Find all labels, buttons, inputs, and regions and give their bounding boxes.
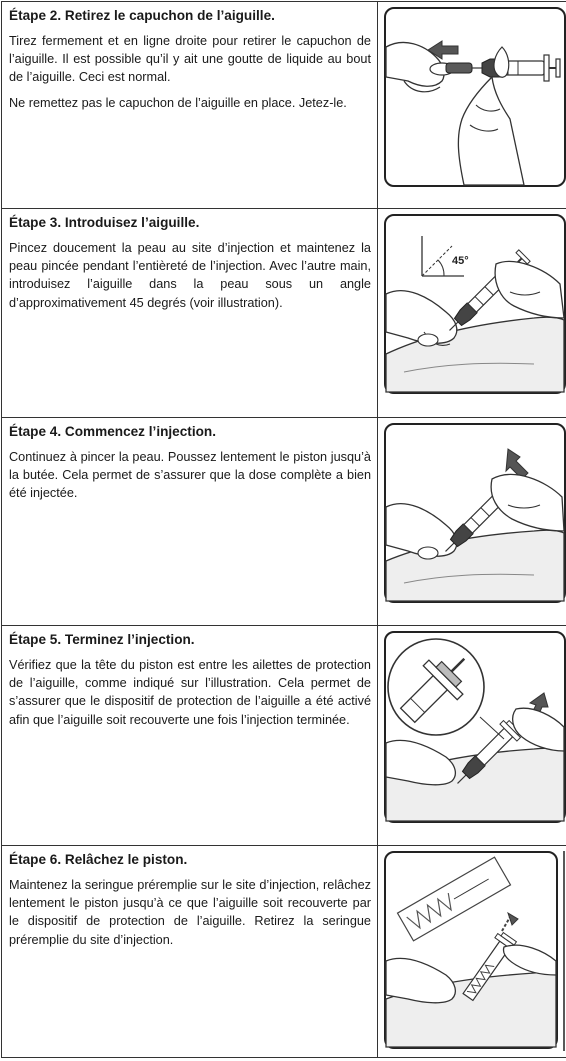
step-text-cell [2,2,378,209]
step-text-cell [2,418,378,626]
step-row [2,2,566,209]
remove-needle-cap-illustration [384,7,566,187]
start-injection-illustration [384,423,566,603]
step-illustration-cell [378,2,566,209]
step-row [2,418,566,626]
step-title: Étape 4. Commencez l’injection. [9,424,216,439]
step-illustration-cell [378,846,566,1058]
release-plunger-illustration [384,851,566,1051]
step-title: Étape 6. Relâchez le piston. [9,852,188,867]
insert-needle-illustration [384,214,566,394]
step-paragraph: Vérifiez que la tête du piston est entre les ailettes de protection de l’aiguille, comme indiqué sur l’illustration. Cela permet de s’assurer que le dispositif de protection de l’aiguille a été activé afin que l’aiguille soit recouverte une fois l’injection terminée. [9,658,371,727]
step-illustration-cell [378,209,566,418]
step-title: Étape 2. Retirez le capuchon de l’aiguille. [9,8,275,23]
step-illustration-cell [378,418,566,626]
step-row [2,209,566,418]
step-title: Étape 3. Introduisez l’aiguille. [9,215,200,230]
step-text-cell [2,209,378,418]
step-paragraph: Continuez à pincer la peau. Poussez lentement le piston jusqu’à la butée. Cela permet de s’assurer que la dose complète a bien été injectée. [9,450,371,501]
step-paragraph: Ne remettez pas le capuchon de l’aiguille en place. Jetez-le. [9,95,347,110]
step-paragraph: Pincez doucement la peau au site d’injection et maintenez la peau pincée pendant l’entièreté de l’injection. Avec l’autre main, introduisez l’aiguille dans la peau sous un angle d’approximativement 45 degrés (voir illustration). [9,241,371,310]
instructions-table [1,1,566,1058]
step-row [2,626,566,846]
step-text-cell [2,626,378,846]
finish-injection-illustration [384,631,566,823]
angle-label: 45° [452,255,469,267]
step-title: Étape 5. Terminez l’injection. [9,632,195,647]
step-paragraph: Maintenez la seringue préremplie sur le site d’injection, relâchez lentement le piston jusqu’à ce que l’aiguille soit recouverte par le dispositif de protection de l’aiguille. Retirez la seringue préremplie du site d’injection. [9,878,371,947]
step-paragraph: Tirez fermement et en ligne droite pour retirer le capuchon de l’aiguille. Il est possible qu’il y ait une goutte de liquide au bout de l’aiguille. Ceci est normal. [9,34,371,85]
step-text-cell [2,846,378,1058]
step-row [2,846,566,1058]
step-illustration-cell [378,626,566,846]
